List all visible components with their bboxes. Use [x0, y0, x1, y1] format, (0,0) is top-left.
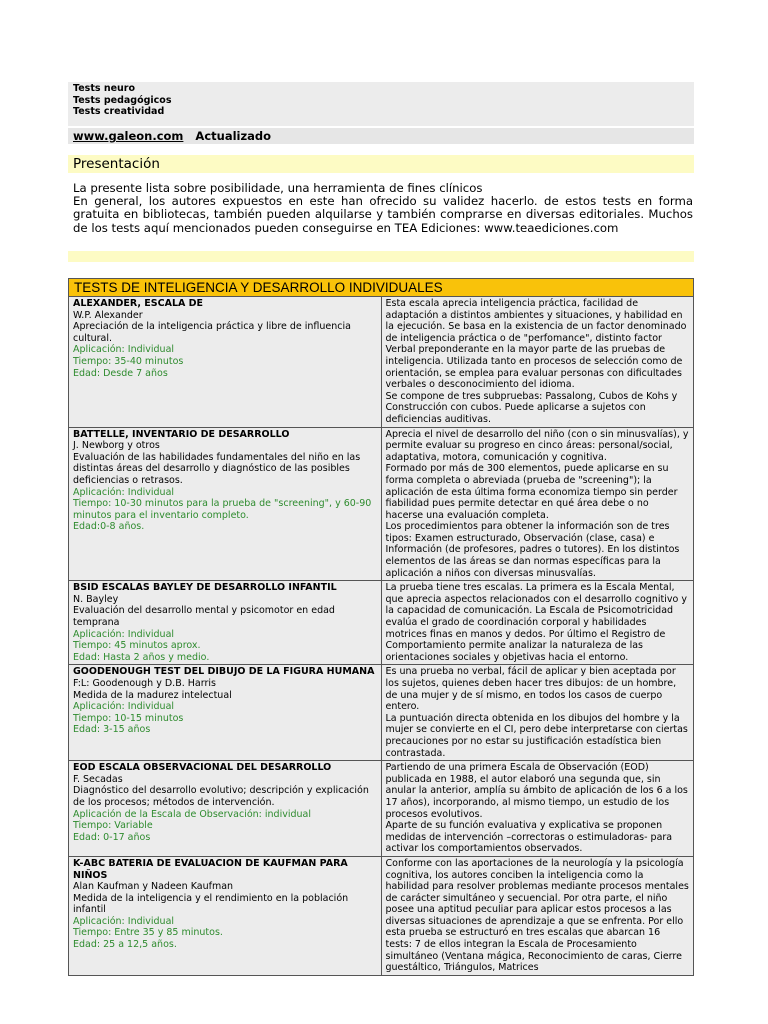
test-name: K-ABC BATERIA DE EVALUACION DE KAUFMAN PARA NIÑOS — [73, 857, 348, 881]
nav-link-pedagogicos[interactable]: Tests pedagógicos — [73, 94, 172, 106]
test-info-cell — [69, 665, 382, 761]
section-spacer — [68, 251, 694, 262]
test-author: W.P. Alexander — [73, 309, 143, 321]
test-time: Tiempo: 45 minutos aprox. — [73, 640, 201, 652]
test-info-cell — [69, 297, 382, 428]
description-paragraph: Aparte de su función evaluativa y explicativa se proponen medidas de intervención –correctoras o estimuladoras- para activar los comportamientos observados. — [385, 820, 673, 855]
table-row — [69, 665, 694, 761]
table-row — [69, 856, 694, 975]
test-info-cell — [69, 856, 382, 975]
description-paragraph: Se compone de tres subpruebas: Passalong, Cubos de Kohs y Construcción con cubos. Puede aplicarse a sujetos con deficiencias auditivas. — [385, 390, 678, 425]
test-description-cell — [381, 761, 694, 857]
tests-table — [68, 278, 694, 976]
description-paragraph: Formado por más de 300 elementos, puede aplicarse en su forma completa o abreviada (prueba de "screening"); la aplicación de esta última forma economiza tiempo sin perder fiabilidad pues permite detectar en qué área debe o no hacerse una evaluación completa. — [385, 463, 678, 521]
test-name: ALEXANDER, ESCALA DE — [73, 298, 204, 309]
test-application: Aplicación: Individual — [73, 628, 175, 640]
test-name: BSID ESCALAS BAYLEY DE DESARROLLO INFANTIL — [73, 582, 337, 594]
test-age: Edad: Desde 7 años — [73, 367, 168, 379]
description-paragraph: Los procedimientos para obtener la información son de tres tipos: Examen estructurado, Observación (clase, casa) e Información (de profesores, padres o tutores). En los distintos elementos de las áreas se dan normas específicas para la aplicación a niños con diversas minusvalías. — [385, 521, 680, 579]
test-author: J. Newborg y otros — [73, 440, 160, 452]
page-title: Presentación — [68, 155, 694, 173]
test-author: F. Secadas — [73, 773, 123, 785]
test-name: BATTELLE, INVENTARIO DE DESARROLLO — [73, 428, 290, 440]
nav-link-neuro[interactable]: Tests neuro — [73, 83, 136, 94]
test-author: Alan Kaufman y Nadeen Kaufman — [73, 881, 234, 893]
description-paragraph: Conforme con las aportaciones de la neurología y la psicología cognitiva, los autores conciben la inteligencia como la habilidad para resolver problemas mediante procesos mentales de carácter simultáneo y secuencial. Por otra parte, el niño posee una aptitud peculiar para aplicar estos procesos a las diversas situaciones de aprendizaje a que se enfrenta. Por ello esta prueba se estructuró en tres escalas que abarcan 16 tests: 7 de ellos integran la Escala de Procesamiento simultáneo (Ventana mágica, Reconocimiento de caras, Cierre guestáltico, Triángulos, Matrices — [385, 857, 689, 974]
test-time: Tiempo: Variable — [73, 820, 153, 832]
test-age: Edad:0-8 años. — [73, 521, 145, 533]
test-info-cell — [69, 581, 382, 665]
test-description-cell — [381, 665, 694, 761]
test-time: Tiempo: Entre 35 y 85 minutos. — [73, 927, 223, 939]
intro-line: La presente lista sobre posibilidade, una herramienta de fines clínicos — [73, 181, 483, 195]
test-name: GOODENOUGH TEST DEL DIBUJO DE LA FIGURA HUMANA — [73, 666, 375, 678]
intro-text — [73, 182, 693, 235]
test-application: Aplicación: Individual — [73, 344, 175, 356]
test-description-cell — [381, 427, 694, 581]
test-author: N. Bayley — [73, 593, 119, 605]
test-application: Aplicación: Individual — [73, 701, 175, 713]
test-description: Apreciación de la inteligencia práctica y libre de influencia cultural. — [73, 321, 351, 344]
link-bar — [68, 128, 694, 144]
test-age: Edad: 25 a 12,5 años. — [73, 939, 177, 951]
test-age: Edad: 3-15 años — [73, 724, 151, 736]
nav-links — [68, 82, 694, 126]
test-description: Evaluación del desarrollo mental y psicomotor en edad temprana — [73, 605, 335, 629]
test-description-cell — [381, 581, 694, 665]
site-link[interactable]: www.galeon.com — [73, 129, 184, 143]
test-time: Tiempo: 35-40 minutos — [73, 355, 184, 367]
nav-link-creatividad[interactable]: Tests creatividad — [73, 106, 165, 117]
test-name: EOD ESCALA OBSERVACIONAL DEL DESARROLLO — [73, 762, 332, 774]
table-row — [69, 581, 694, 665]
updated-label: Actualizado — [195, 129, 272, 143]
description-paragraph: Es una prueba no verbal, fácil de aplicar y bien aceptada por los sujetos, quienes deben hacer tres dibujos: de un hombre, de una mujer y de sí mismo, en todos los casos de cuerpo entero. — [385, 666, 677, 713]
test-info-cell — [69, 427, 382, 581]
test-description-cell — [381, 297, 694, 428]
test-age: Edad: 0-17 años — [73, 831, 151, 843]
description-paragraph: Esta escala aprecia inteligencia práctica, facilidad de adaptación a distintos ambientes y situaciones, y habilidad en la ejecución. Se basa en la existencia de un factor denominado de inteligencia práctica o de "perfomance", distinto factor Verbal preponderante en la mayor parte de las pruebas de inteligencia. Utilizada tanto en procesos de selección como de orientación, se emplea para evaluar personas con dificultades verbales o desconocimiento del idioma. — [385, 298, 687, 391]
test-time: Tiempo: 10-15 minutos — [73, 712, 184, 724]
test-application: Aplicación: Individual — [73, 915, 175, 927]
description-paragraph: Partiendo de una primera Escala de Observación (EOD) publicada en 1988, el autor elaboró una segunda que, sin anular la anterior, amplía su ámbito de aplicación de los 6 a los 17 años), incorporando, al mismo tiempo, un estudio de los procesos evolutivos. — [385, 762, 688, 820]
test-description: Diagnóstico del desarrollo evolutivo; descripción y explicación de los procesos; métodos de intervención. — [73, 785, 369, 808]
description-paragraph: La puntuación directa obtenida en los dibujos del hombre y la mujer se convierte en el CI, pero debe interpretarse con ciertas precauciones por no estar su justificación estadística bien contrastada. — [385, 712, 688, 759]
test-description: Medida de la madurez intelectual — [73, 689, 232, 701]
test-author: F:L: Goodenough y D.B. Harris — [73, 678, 216, 689]
intro-paragraph: En general, los autores expuestos en este han ofrecido su validez hacerlo. de estos tests en forma gratuita en bibliotecas, también pueden alquilarse y también comprarse en diversas editoriales. Muchos de los tests aquí mencionados pueden conseguirse en TEA Ediciones: www.teaediciones.com — [73, 194, 693, 235]
test-description-cell — [381, 856, 694, 975]
test-application: Aplicación: Individual — [73, 486, 175, 498]
table-row — [69, 427, 694, 581]
test-description: Evaluación de las habilidades fundamentales del niño en las distintas áreas del desarrollo y diagnóstico de las posibles deficiencias o retrasos. — [73, 451, 361, 486]
description-paragraph: La prueba tiene tres escalas. La primera es la Escala Mental, que aprecia aspectos relacionados con el desarrollo cognitivo y la capacidad de comunicación. La Escala de Psicomotricidad evalúa el grado de coordinación corporal y habilidades motrices finas en manos y dedos. Por último el Registro de Comportamiento permite analizar la naturaleza de las orientaciones sociales y objetivas hacia el entorno. — [385, 582, 687, 663]
table-row — [69, 297, 694, 428]
test-time: Tiempo: 10-30 minutos para la prueba de "screening", y 60-90 minutos para el inventario completo. — [73, 498, 372, 521]
description-paragraph: Aprecia el nivel de desarrollo del niño (con o sin minusvalías), y permite evaluar su progreso en cinco áreas: personal/social, adaptativa, motora, comunicación y cognitiva. — [385, 428, 689, 463]
test-info-cell — [69, 761, 382, 857]
test-age: Edad: Hasta 2 años y medio. — [73, 651, 210, 663]
table-row — [69, 761, 694, 857]
test-application: Aplicación de la Escala de Observación: individual — [73, 808, 311, 820]
table-header: TESTS DE INTELIGENCIA Y DESARROLLO INDIVIDUALES — [69, 279, 694, 297]
test-description: Medida de la inteligencia y el rendimiento en la población infantil — [73, 892, 349, 916]
